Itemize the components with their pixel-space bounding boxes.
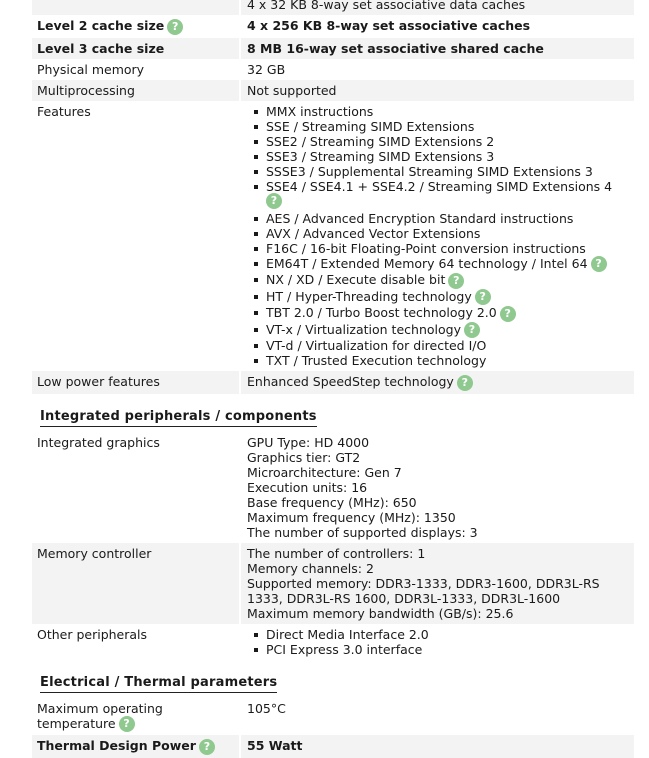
- spec-label: Integrated graphics: [37, 434, 160, 450]
- spec-label: [32, 15, 239, 38]
- graphics-line: Microarchitecture: Gen 7: [247, 464, 402, 480]
- list-item: MMX instructions: [266, 104, 630, 119]
- spec-row-max-temp: [32, 698, 634, 736]
- help-icon[interactable]: ?: [167, 19, 183, 35]
- spec-label: Memory controller: [37, 545, 152, 561]
- help-icon[interactable]: ?: [119, 716, 135, 732]
- spec-value: [239, 624, 634, 660]
- spec-row-memory-controller: [32, 543, 634, 624]
- spec-label: [32, 0, 239, 15]
- list-item: SSE / Streaming SIMD Extensions: [266, 119, 630, 134]
- spec-row-tdp: [32, 735, 634, 758]
- list-item: VT-x / Virtualization technology ?: [266, 322, 630, 339]
- spec-value: 105°C: [239, 698, 634, 736]
- memory-line: The number of controllers: 1: [247, 545, 426, 561]
- list-item: F16C / 16-bit Floating-Point conversion instructions: [266, 241, 630, 256]
- graphics-line: GPU Type: HD 4000: [247, 434, 370, 450]
- spec-row-features: [32, 101, 634, 372]
- memory-line: Memory channels: 2: [247, 560, 374, 576]
- list-item: AES / Advanced Encryption Standard instructions: [266, 211, 630, 226]
- spec-value: Not supported: [239, 80, 634, 101]
- help-icon[interactable]: ?: [464, 322, 480, 338]
- spec-value: [239, 101, 634, 372]
- list-item: SSE4 / SSE4.1 + SSE4.2 / Streaming SIMD Extensions 4 ?: [266, 179, 630, 209]
- spec-value-text: Enhanced SpeedStep technology: [247, 374, 454, 389]
- list-item: HT / Hyper-Threading technology ?: [266, 289, 630, 306]
- help-icon[interactable]: ?: [500, 306, 516, 322]
- spec-row-low-power: [32, 371, 634, 394]
- graphics-line: Base frequency (MHz): 650: [247, 494, 417, 510]
- spec-label: Physical memory: [37, 61, 145, 77]
- help-icon[interactable]: ?: [199, 739, 215, 755]
- memory-line: Maximum memory bandwidth (GB/s): 25.6: [247, 605, 514, 621]
- peripherals-list: [247, 627, 630, 657]
- memory-line: Supported memory: DDR3-1333, DDR3-1600, DDR3L-RS: [247, 575, 600, 591]
- spec-label: Other peripherals: [37, 626, 148, 642]
- graphics-line: Maximum frequency (MHz): 1350: [247, 509, 456, 525]
- spec-value: [239, 543, 634, 624]
- list-item: VT-d / Virtualization for directed I/O: [266, 338, 630, 353]
- graphics-line: Graphics tier: GT2: [247, 449, 361, 465]
- list-item: SSE3 / Streaming SIMD Extensions 3: [266, 149, 630, 164]
- spec-label: [32, 735, 239, 758]
- spec-value: 32 GB: [239, 59, 634, 80]
- list-item: Direct Media Interface 2.0: [266, 627, 630, 642]
- spec-value: 8 MB 16-way set associative shared cache: [239, 38, 634, 59]
- spec-value: [239, 371, 634, 394]
- spec-value: 55 Watt: [239, 735, 634, 758]
- memory-line: 1333, DDR3L-RS 1600, DDR3L-1333, DDR3L-1600: [247, 590, 561, 606]
- help-icon[interactable]: ?: [475, 289, 491, 305]
- list-item: SSSE3 / Supplemental Streaming SIMD Extensions 3: [266, 164, 630, 179]
- spec-label: Features: [37, 103, 91, 119]
- list-item: SSE2 / Streaming SIMD Extensions 2: [266, 134, 630, 149]
- section-title-electrical: [32, 660, 634, 698]
- help-icon[interactable]: ?: [457, 375, 473, 391]
- list-item: AVX / Advanced Vector Extensions: [266, 226, 630, 241]
- section-title-integrated: [32, 394, 634, 432]
- list-item: NX / XD / Execute disable bit ?: [266, 272, 630, 289]
- spec-label-text: Level 2 cache size: [37, 18, 165, 33]
- spec-value: 4 x 256 KB 8-way set associative caches: [239, 15, 634, 38]
- graphics-line: The number of supported displays: 3: [247, 524, 478, 540]
- spec-label-text: Maximum operating: [37, 700, 163, 716]
- help-icon[interactable]: ?: [448, 273, 464, 289]
- spec-row-other-peripherals: [32, 624, 634, 660]
- graphics-line: Execution units: 16: [247, 479, 368, 495]
- spec-row-l1-data-cache: [32, 0, 634, 15]
- list-item: TBT 2.0 / Turbo Boost technology 2.0 ?: [266, 305, 630, 322]
- spec-label: Level 3 cache size: [37, 40, 165, 56]
- spec-label: [32, 698, 239, 736]
- spec-page: [32, 0, 634, 758]
- help-icon[interactable]: ?: [591, 256, 607, 272]
- spec-row-integrated-graphics: [32, 432, 634, 543]
- help-icon[interactable]: ?: [266, 193, 282, 209]
- spec-label-text-cont: temperature ?: [37, 716, 235, 733]
- list-item: TXT / Trusted Execution technology: [266, 353, 630, 368]
- section-heading: Electrical / Thermal parameters: [40, 675, 277, 693]
- list-item: EM64T / Extended Memory 64 technology / Intel 64 ?: [266, 256, 630, 273]
- spec-label: Low power features: [37, 374, 160, 389]
- spec-row-l3-cache: [32, 38, 634, 59]
- spec-value: [239, 432, 634, 543]
- section-heading: Integrated peripherals / components: [40, 409, 317, 427]
- spec-value: 4 x 32 KB 8-way set associative data caches: [239, 0, 634, 15]
- spec-row-multiprocessing: [32, 80, 634, 101]
- spec-label: Multiprocessing: [37, 82, 135, 98]
- spec-row-physical-memory: [32, 59, 634, 80]
- list-item: PCI Express 3.0 interface: [266, 642, 630, 657]
- spec-row-l2-cache: [32, 15, 634, 38]
- features-list: [247, 104, 630, 369]
- spec-label-text: Thermal Design Power: [37, 738, 196, 753]
